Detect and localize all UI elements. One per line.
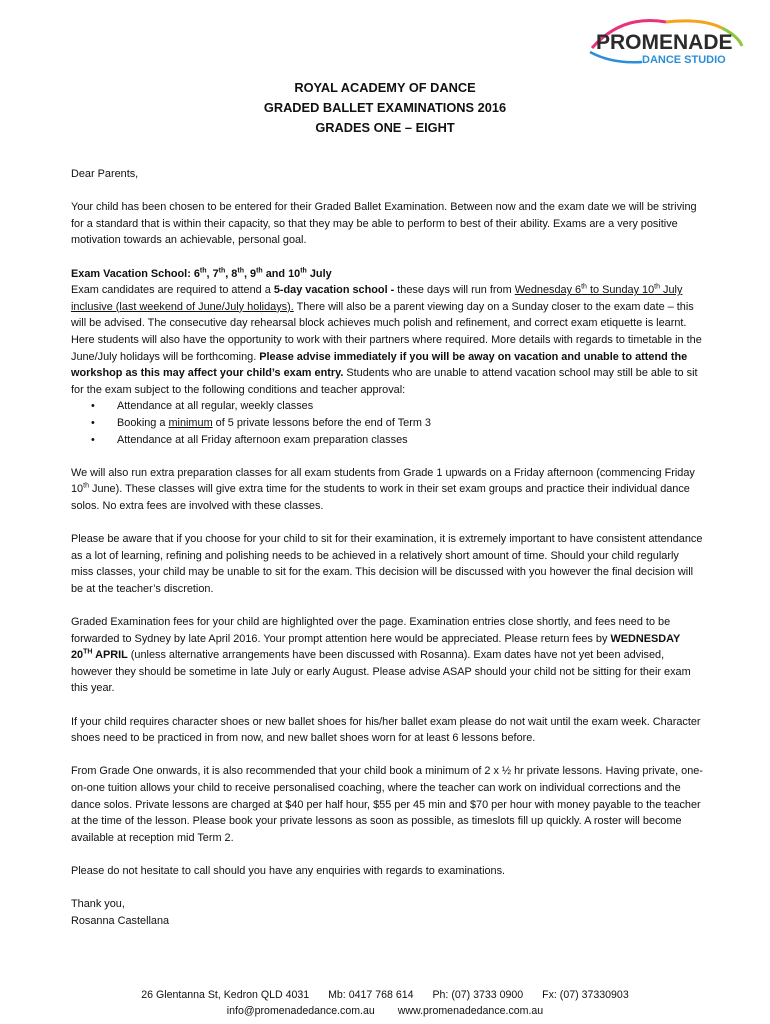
vacation-heading-text: , 8 — [225, 267, 238, 280]
vacation-heading-text: , 9 — [243, 267, 257, 280]
footer-email: info@promenadedance.com.au — [226, 1005, 375, 1017]
vacation-text: Students who are unable to attend vacation school may still be able to sit for the exam subject to the following conditions and teacher approval: — [71, 367, 698, 396]
list-item-text: Booking a — [117, 416, 169, 429]
prep-text: We will also run extra preparation classes for all exam students from Grade 1 upwards on a Friday afternoon (commencing Friday 10 — [71, 466, 695, 496]
footer-phone: Ph: (07) 3733 0900 — [432, 989, 524, 1001]
vacation-text: Exam candidates are required to attend a — [71, 284, 274, 297]
vacation-text: There will also be a parent viewing day on a Sunday closer to the exam date – this will be advised. The consecutive day rehearsal block achieves much polish and refinement, and correct exam etiquette is learnt. Here students will also have the opportunity to work with their partners where required. More details with regards to timetable in the June/July holidays will be forthcoming. — [71, 300, 702, 363]
list-item-text: Attendance at all regular, weekly classes — [117, 400, 314, 413]
title-line-1: ROYAL ACADEMY OF DANCE — [294, 80, 476, 95]
shoes-paragraph: If your child requires character shoes or new ballet shoes for his/her ballet exam please do not wait until the exam week. Character shoes need to be practiced in from now, and new ballet shoes worn for at least 6 lessons before. — [71, 715, 701, 745]
fees-deadline-text: WEDNESDAY 20 — [71, 632, 681, 662]
prep-text: June). These classes will give extra time for the students to work in their set exam groups and practice their individual dance solos. No extra fees are involved with these classes. — [71, 483, 690, 512]
vacation-heading-text: Exam Vacation School: 6 — [71, 267, 200, 280]
letter-body — [71, 166, 703, 929]
fees-text: (unless alternative arrangements have been discussed with Rosanna). Exam dates have not yet been advised, however they should be sometime in late July or early August. Please advise ASAP should your child not be sitting for their exam this year. — [71, 649, 691, 695]
sup-th: th — [654, 283, 661, 291]
logo-arc-orange — [666, 21, 722, 28]
fees-paragraph — [71, 614, 703, 697]
sup-th: th — [300, 266, 307, 274]
vacation-date-text: to Sunday 10 — [586, 284, 655, 297]
signature: Rosanna Castellana — [71, 914, 170, 927]
vacation-heading-text: and 10 — [262, 267, 301, 280]
footer-web-row — [0, 1003, 770, 1019]
logo-name: PROMENADE — [596, 31, 733, 54]
title-line-2: GRADED BALLET EXAMINATIONS 2016 — [263, 100, 507, 115]
list-item — [71, 415, 703, 432]
contact-paragraph: Please do not hesitate to call should you have any enquiries with regards to examinations. — [71, 864, 506, 877]
sup-th: th — [256, 266, 263, 274]
letter-footer — [0, 987, 770, 1019]
closing: Thank you, — [71, 898, 125, 911]
bullet-icon: • — [91, 400, 95, 413]
title-line-3: GRADES ONE – EIGHT — [315, 120, 455, 135]
salutation: Dear Parents, — [71, 168, 139, 180]
vacation-bold: 5-day vacation school - — [273, 284, 398, 297]
footer-mobile: Mb: 0417 768 614 — [328, 989, 414, 1001]
vacation-paragraph — [71, 282, 703, 398]
vacation-text: these days will run from — [397, 284, 515, 297]
vacation-date-text: July inclusive (last weekend of June/July holidays). — [71, 284, 683, 313]
sup-th: TH — [83, 648, 93, 656]
vacation-heading — [71, 266, 703, 283]
list-item-text: Attendance at all Friday afternoon exam preparation classes — [117, 433, 408, 446]
conditions-list — [71, 398, 703, 448]
fees-text: Graded Examination fees for your child are highlighted over the page. Examination entries close shortly, and fees need to be forwarded to Sydney by late April 2016. Your prompt attention here would be appreciated. Please return fees by — [71, 616, 671, 645]
list-item — [71, 432, 703, 449]
sup-th: th — [581, 283, 587, 291]
vacation-heading-text: , 7 — [206, 267, 219, 280]
attendance-paragraph: Please be aware that if you choose for your child to sit for their examination, it is extremely important to have consistent attendance as a lot of learning, refining and polishing needs to be achieved in a relatively short amount of time. Should your child regularly miss classes, your child may be unable to sit for the exam. This decision will be discussed with you however the final decision will be at the teacher’s discretion. — [71, 533, 703, 595]
vacation-warning: Please advise immediately if you will be away on vacation and unable to attend the workshop as this may affect your child’s exam entry. — [71, 350, 688, 380]
footer-website: www.promenadedance.com.au — [397, 1005, 544, 1017]
list-item — [71, 398, 703, 415]
list-item-underline: minimum — [168, 416, 213, 429]
bullet-icon: • — [91, 433, 95, 446]
letter-title — [0, 78, 770, 138]
bullet-icon: • — [91, 416, 95, 429]
list-item-text: of 5 private lessons before the end of Term 3 — [212, 416, 431, 429]
vacation-heading-text: July — [306, 267, 332, 280]
sup-th: th — [237, 266, 244, 274]
logo-subtitle: DANCE STUDIO — [642, 54, 726, 66]
fees-deadline-text: APRIL — [92, 649, 128, 662]
prep-paragraph — [71, 465, 703, 515]
sup-th: th — [83, 482, 89, 490]
logo-graphic — [582, 18, 750, 66]
promenade-logo — [582, 18, 750, 66]
vacation-date-text: Wednesday 6 — [514, 284, 582, 297]
private-lessons-paragraph: From Grade One onwards, it is also recommended that your child book a minimum of 2 x ½ hr private lessons. Having private, one-on-one tuition allows your child to receive personalised coaching, where the teacher can work on individual corrections and the dance solos. Private lessons are charged at $40 per half hour, $55 per 45 min and $70 per hour with money payable to the teacher at the time of the lesson. Please book your private lessons as soon as possible, as timeslots fill up quickly. A roster will become available at reception mid Term 2. — [71, 765, 703, 844]
footer-address: 26 Glentanna St, Kedron QLD 4031 — [141, 989, 310, 1001]
intro-paragraph: Your child has been chosen to be entered for their Graded Ballet Examination. Between now and the exam date we will be striving for a standard that is within their capacity, so that they may be able to perform to best of their ability. Exams are a very positive motivation towards an achievable, personal goal. — [71, 201, 697, 247]
sup-th: th — [199, 266, 207, 274]
footer-fax: Fx: (07) 37330903 — [542, 989, 629, 1001]
footer-contact-row — [0, 987, 770, 1003]
sup-th: th — [218, 266, 226, 274]
